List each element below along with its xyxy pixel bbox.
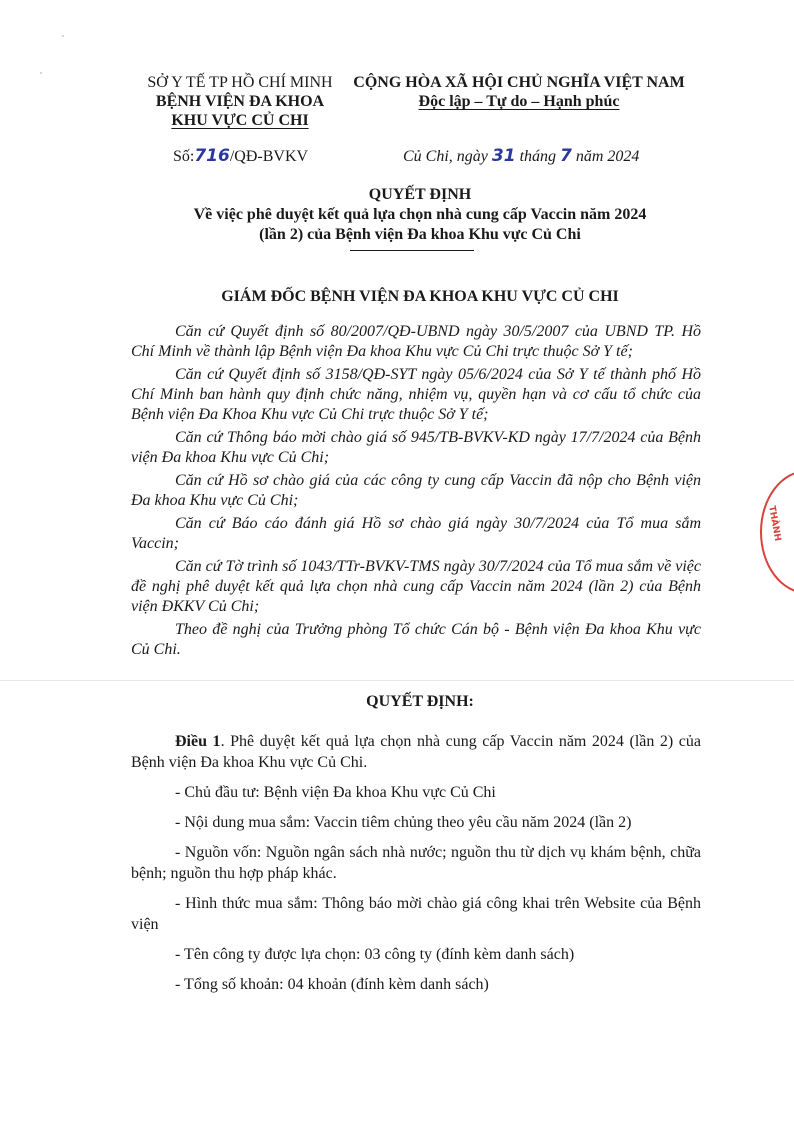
document-subject-line1: Về việc phê duyệt kết quả lựa chọn nhà cung cấp Vaccin năm 2024 — [193, 206, 647, 223]
article-item: - Hình thức mua sắm: Thông báo mời chào giá công khai trên Website của Bệnh viện — [131, 895, 701, 933]
document-number-handwritten: 716 — [194, 146, 230, 166]
issue-date-month-label: tháng — [519, 148, 557, 165]
article-item: - Tổng số khoản: 04 khoản (đính kèm danh sách) — [175, 976, 489, 993]
article-1-paragraph — [131, 731, 701, 773]
article-1 — [131, 731, 701, 1004]
official-stamp-text: THÀNH — [766, 505, 783, 542]
issue-date — [403, 147, 639, 166]
document-number — [173, 147, 308, 166]
article-item: - Nguồn vốn: Nguồn ngân sách nhà nước; nguồn thu từ dịch vụ khám bệnh, chữa bệnh; nguồn thu hợp pháp khác. — [131, 844, 701, 882]
issue-date-year: năm 2024 — [575, 148, 640, 165]
issuer-block — [128, 73, 352, 130]
scan-speck — [62, 35, 64, 37]
issuer-name-line2: KHU VỰC CỦ CHI — [171, 112, 309, 129]
national-motto-block — [352, 73, 686, 111]
national-title: CỘNG HÒA XÃ HỘI CHỦ NGHĨA VIỆT NAM — [353, 74, 685, 91]
article-1-label: Điều 1 — [175, 733, 221, 750]
scan-speck — [40, 72, 42, 74]
national-motto — [352, 92, 686, 111]
issue-date-day: 31 — [491, 146, 516, 166]
document-subject-line2: (lần 2) của Bệnh viện Đa khoa Khu vực Củ Chi — [259, 226, 581, 243]
preamble-item: Theo đề nghị của Trưởng phòng Tổ chức Cán bộ - Bệnh viện Đa khoa Khu vực Củ Chi. — [131, 621, 701, 658]
national-motto-text: Độc lập – Tự do – Hạnh phúc — [418, 93, 620, 110]
preamble-item: Căn cứ Tờ trình số 1043/TTr-BVKV-TMS ngày 30/7/2024 của Tổ mua sắm về việc đề nghị phê duyệt kết quả lựa chọn nhà cung cấp Vaccin năm 2024 (lần 2) của Bệnh viện ĐKKV Củ Chi; — [131, 558, 701, 615]
preamble-item: Căn cứ Hồ sơ chào giá của các công ty cung cấp Vaccin đã nộp cho Bệnh viện Đa khoa Khu vực Củ Chi; — [131, 472, 701, 509]
preamble-item: Căn cứ Thông báo mời chào giá số 945/TB-BVKV-KD ngày 17/7/2024 của Bệnh viện Đa khoa Khu vực Củ Chi; — [131, 429, 701, 466]
document-number-suffix: /QĐ-BVKV — [229, 148, 309, 165]
issuer-parent: SỞ Y TẾ TP HỒ CHÍ MINH — [147, 74, 333, 91]
title-divider — [350, 250, 474, 251]
article-item: - Tên công ty được lựa chọn: 03 công ty (đính kèm danh sách) — [175, 946, 575, 963]
preamble-item: Căn cứ Báo cáo đánh giá Hồ sơ chào giá ngày 30/7/2024 của Tổ mua sắm Vaccin; — [131, 515, 701, 552]
document-number-prefix: Số: — [173, 148, 195, 165]
scan-fold-line — [0, 680, 794, 681]
document-title: QUYẾT ĐỊNH — [368, 186, 472, 203]
article-item: - Chủ đầu tư: Bệnh viện Đa khoa Khu vực Củ Chi — [175, 784, 496, 801]
document-title-block — [130, 185, 710, 245]
issue-date-prefix: Củ Chi, ngày — [403, 148, 488, 165]
preamble-item: Căn cứ Quyết định số 80/2007/QĐ-UBND ngày 30/5/2007 của UBND TP. Hồ Chí Minh về thành lập Bệnh viện Đa khoa Khu vực Củ Chi trực thuộc Sở Y tế; — [131, 323, 701, 360]
preamble — [131, 322, 701, 660]
article-1-text: . Phê duyệt kết quả lựa chọn nhà cung cấp Vaccin năm 2024 (lần 2) của Bệnh viện Đa khoa Khu vực Củ Chi. — [131, 733, 701, 771]
issuer-name: BỆNH VIỆN ĐA KHOA — [155, 93, 325, 110]
preamble-item: Căn cứ Quyết định số 3158/QĐ-SYT ngày 05/6/2024 của Sở Y tế thành phố Hồ Chí Minh ban hành quy định chức năng, nhiệm vụ, quyền hạn và cơ cấu tổ chức của Bệnh viện Đa Khoa Khu vực Củ Chi trực thuộc Sở Y tế; — [131, 366, 701, 423]
article-item: - Nội dung mua sắm: Vaccin tiêm chủng theo yêu cầu năm 2024 (lần 2) — [175, 814, 632, 831]
decision-heading: QUYẾT ĐỊNH: — [366, 693, 474, 710]
issuing-authority: GIÁM ĐỐC BỆNH VIỆN ĐA KHOA KHU VỰC CỦ CHI — [221, 288, 619, 305]
issue-date-month: 7 — [560, 146, 572, 166]
